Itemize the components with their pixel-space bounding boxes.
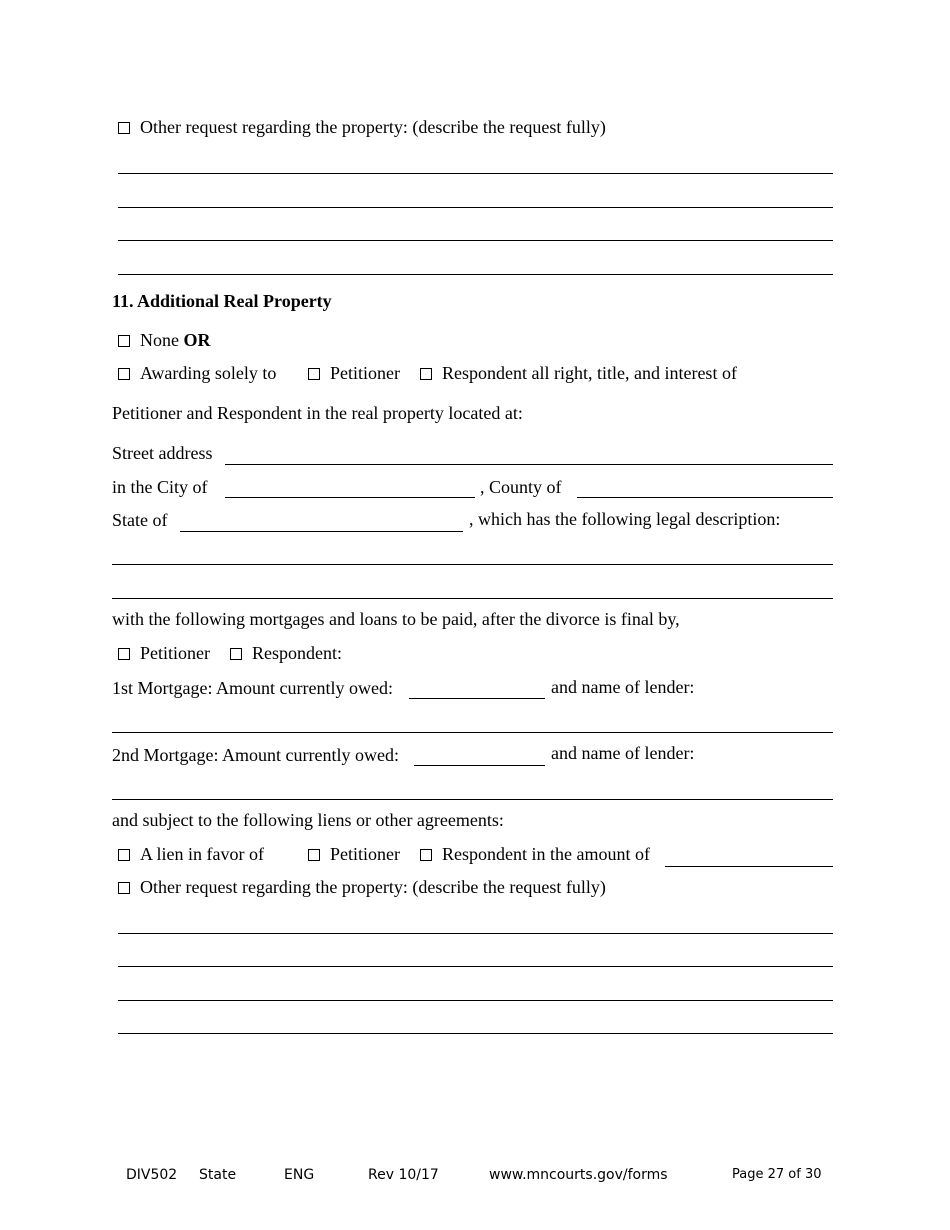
first-mortgage-label: 1st Mortgage: Amount currently owed: [112,678,393,698]
other-request-label: Other request regarding the property: (describe the request fully) [140,877,606,897]
lender1-label: and name of lender: [551,677,695,697]
awarding-respondent-checkbox[interactable] [420,368,432,380]
footer-page: Page 27 of 30 [732,1167,822,1182]
footer-jurisdiction: State [199,1167,237,1183]
street-label: Street address [112,443,213,463]
payer-petitioner-checkbox[interactable] [118,648,130,660]
payer-respondent-checkbox[interactable] [230,648,242,660]
lien-respondent-checkbox[interactable] [420,849,432,861]
section-heading: 11. Additional Real Property [112,291,332,311]
lender2-label: and name of lender: [551,743,695,763]
city-field[interactable] [225,497,475,498]
footer-revision: Rev 10/17 [368,1167,439,1183]
lien-label: A lien in favor of [140,844,264,864]
state-label: State of [112,510,168,530]
lien-amount-field[interactable] [665,866,833,867]
city-label: in the City of [112,477,208,497]
legal-desc-line-2[interactable] [112,598,833,599]
other-request-line-top-3[interactable] [118,240,833,241]
awarding-petitioner-label: Petitioner [330,363,400,383]
second-mortgage-amount-field[interactable] [414,765,545,766]
awarding-petitioner-checkbox[interactable] [308,368,320,380]
other-request-checkbox[interactable] [118,882,130,894]
footer-url[interactable]: www.mncourts.gov/forms [489,1167,668,1183]
other-request-line-2[interactable] [118,966,833,967]
none-checkbox[interactable] [118,335,130,347]
other-request-line-3[interactable] [118,1000,833,1001]
first-mortgage-amount-field[interactable] [409,698,545,699]
lien-petitioner-label: Petitioner [330,844,400,864]
second-mortgage-label: 2nd Mortgage: Amount currently owed: [112,745,399,765]
liens-text: and subject to the following liens or other agreements: [112,810,504,830]
county-field[interactable] [577,497,833,498]
lender2-field[interactable] [112,799,833,800]
lien-respondent-label: Respondent in the amount of [442,844,650,864]
mortgages-text: with the following mortgages and loans to be paid, after the divorce is final by, [112,609,680,629]
county-label: , County of [480,477,562,497]
awarding-checkbox[interactable] [118,368,130,380]
other-request-line-top-4[interactable] [118,274,833,275]
other-request-checkbox-top[interactable] [118,122,130,134]
payer-respondent-label: Respondent: [252,643,342,663]
other-request-line-top-1[interactable] [118,173,833,174]
other-request-line-1[interactable] [118,933,833,934]
lender1-field[interactable] [112,732,833,733]
other-request-label-top: Other request regarding the property: (describe the request fully) [140,117,606,137]
lien-checkbox[interactable] [118,849,130,861]
none-label: None OR [140,330,211,350]
awarding-respondent-label: Respondent all right, title, and interest of [442,363,737,383]
lien-petitioner-checkbox[interactable] [308,849,320,861]
footer-language: ENG [284,1167,315,1183]
located-text: Petitioner and Respondent in the real property located at: [112,403,523,423]
other-request-line-4[interactable] [118,1033,833,1034]
footer-form-id: DIV502 [126,1167,178,1183]
awarding-label: Awarding solely to [140,363,277,383]
legal-desc-line-1[interactable] [112,564,833,565]
legal-desc-label: , which has the following legal description: [469,509,781,529]
payer-petitioner-label: Petitioner [140,643,210,663]
other-request-line-top-2[interactable] [118,207,833,208]
street-address-field[interactable] [225,464,833,465]
state-field[interactable] [180,531,463,532]
